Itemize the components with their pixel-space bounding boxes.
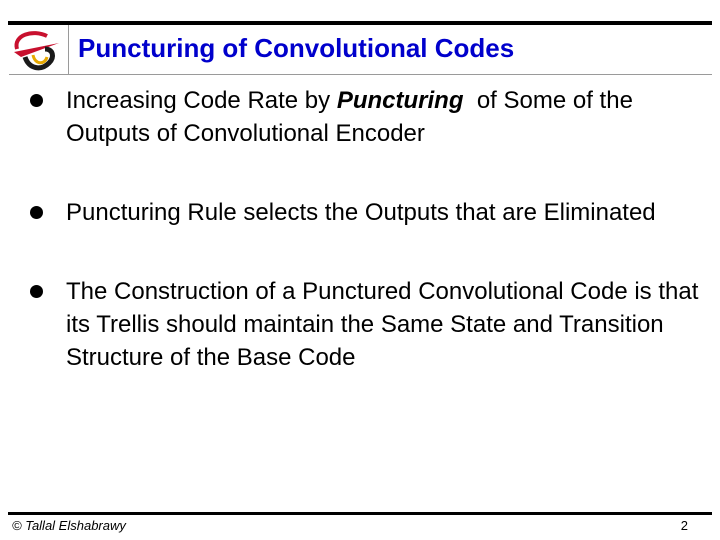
copyright-text: © Tallal Elshabrawy	[12, 518, 126, 533]
bullet-item	[30, 275, 710, 374]
bullet-dot-icon	[30, 206, 43, 219]
slide-title: Puncturing of Convolutional Codes	[78, 33, 515, 63]
bullet-text: The Construction of a Punctured Convolutional Code is that its Trellis should maintain the Same State and Transition Structure of the Base Code	[66, 278, 699, 371]
title-underline	[9, 74, 712, 75]
bottom-rule	[8, 512, 712, 515]
bullet-text: Increasing Code Rate by	[66, 87, 337, 114]
university-logo-icon	[11, 27, 65, 73]
bullet-text: of Some of the Outputs of Convolutional Encoder	[66, 87, 640, 147]
bullet-item	[30, 196, 710, 229]
bullet-text: Puncturing Rule selects the Outputs that are Eliminated	[66, 199, 656, 226]
page-number: 2	[680, 518, 688, 533]
bullet-list	[30, 84, 710, 420]
top-rule	[8, 21, 712, 25]
bullet-item	[30, 84, 710, 150]
bullet-dot-icon	[30, 94, 43, 107]
bullet-dot-icon	[30, 285, 43, 298]
bullet-emphasis: Puncturing	[336, 87, 464, 114]
